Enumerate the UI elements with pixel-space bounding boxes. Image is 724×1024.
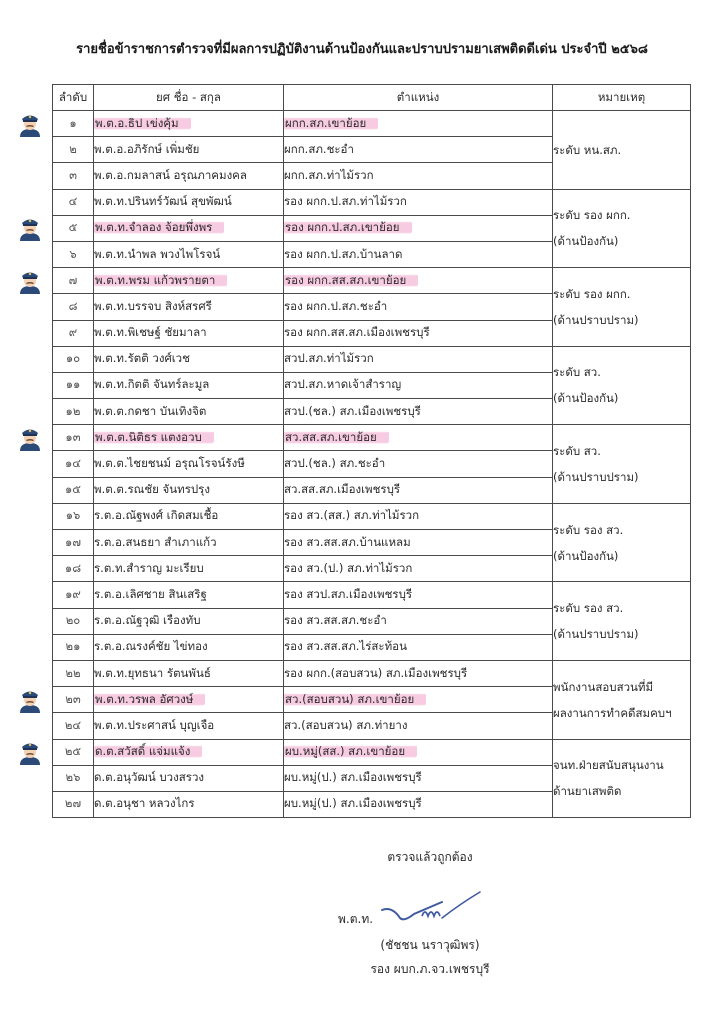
- remark-line-1: พนักงานสอบสวนที่มี: [553, 679, 654, 694]
- order-cell: ๒๔: [53, 713, 94, 739]
- remark-line-2: (ด้านป้องกัน): [553, 234, 619, 249]
- officer-position: สว.(สอบสวน) สภ.เขาย้อย: [284, 692, 426, 706]
- name-cell: [94, 608, 284, 634]
- name-cell: [94, 320, 284, 346]
- officer-position: รอง ผกก.ป.สภ.บ้านลาด: [284, 246, 403, 261]
- order-cell: ๔: [53, 189, 94, 215]
- order-cell: ๒: [53, 137, 94, 163]
- table-row: [53, 425, 691, 451]
- officer-position: รอง ผกก.ป.สภ.เขาย้อย: [284, 220, 412, 234]
- name-cell: [94, 660, 284, 686]
- remark-line-2: ด้านยาเสพติด: [553, 784, 622, 799]
- officer-position: ผบ.หมู่(สส.) สภ.เขาย้อย: [284, 744, 417, 758]
- remark-line-1: ระดับ สว.: [553, 444, 601, 459]
- signature-mark: [380, 880, 490, 930]
- order-cell: ๑๗: [53, 530, 94, 556]
- header-name: ยศ ชื่อ - สกุล: [94, 85, 284, 111]
- position-cell: [284, 294, 553, 320]
- officer-position: รอง ผกก.ป.สภ.ท่าไม้รวก: [284, 194, 407, 209]
- name-cell: [94, 268, 284, 294]
- table-row: [53, 582, 691, 608]
- officer-position: รอง สว.สส.สภ.ไร่สะท้อน: [284, 639, 407, 654]
- order-cell: ๑๖: [53, 503, 94, 529]
- signer-rank: พ.ต.ท.: [338, 912, 374, 926]
- order-cell: ๓: [53, 163, 94, 189]
- position-cell: [284, 111, 553, 137]
- officer-name: ด.ต.สวัสดิ์ แจ่มแจ้ง: [94, 744, 202, 758]
- table-row: [53, 111, 691, 137]
- position-cell: [284, 713, 553, 739]
- officer-position: สว.สส.สภ.เมืองเพชรบุรี: [284, 482, 401, 497]
- order-cell: ๘: [53, 294, 94, 320]
- order-cell: ๖: [53, 241, 94, 267]
- name-cell: [94, 241, 284, 267]
- officer-name: พ.ต.ท.กิตติ จันทร์ละมูล: [94, 377, 210, 392]
- order-cell: ๒๑: [53, 634, 94, 660]
- officer-name: ด.ต.อนุวัฒน์ บวงสรวง: [94, 770, 205, 785]
- officer-position: รอง สว.(ป.) สภ.ท่าไม้รวก: [284, 560, 413, 575]
- officer-position: สวป.สภ.ท่าไม้รวก: [284, 351, 374, 366]
- name-cell: [94, 530, 284, 556]
- order-cell: ๒๗: [53, 791, 94, 817]
- police-officer-icon: [16, 424, 44, 452]
- officer-position: ผบ.หมู่(ป.) สภ.เมืองเพชรบุรี: [284, 796, 422, 811]
- position-cell: [284, 451, 553, 477]
- officer-position: รอง สว.สส.สภ.บ้านแหลม: [284, 534, 411, 549]
- verified-label: ตรวจแล้วถูกต้อง: [387, 850, 473, 864]
- officer-position: รอง ผกก.ป.สภ.ชะอำ: [284, 298, 388, 313]
- order-cell: ๒๕: [53, 739, 94, 765]
- officer-name: ด.ต.อนุชา หลวงไกร: [94, 796, 195, 811]
- officer-name: พ.ต.ท.ยุทธนา รัตนพันธ์: [94, 665, 211, 680]
- remark-line-1: ระดับ รอง สว.: [553, 601, 624, 616]
- officer-name: พ.ต.ท.พิเชษฐ์ ชัยมาลา: [94, 325, 207, 340]
- position-cell: [284, 372, 553, 398]
- police-officer-icon: [16, 267, 44, 295]
- remark-cell: [553, 739, 691, 818]
- order-cell: ๒๓: [53, 687, 94, 713]
- remark-cell: [553, 346, 691, 425]
- officer-name: ร.ต.อ.ณรงค์ชัย ไข่ทอง: [94, 639, 208, 654]
- officer-name: พ.ต.ท.ประศาสน์ บุญเจือ: [94, 717, 215, 732]
- header-position: ตำแหน่ง: [284, 85, 553, 111]
- position-cell: [284, 320, 553, 346]
- name-cell: [94, 765, 284, 791]
- position-cell: [284, 189, 553, 215]
- remark-line-2: ผลงานการทำคดีสมคบฯ: [553, 705, 672, 720]
- table-row: [53, 189, 691, 215]
- position-cell: [284, 399, 553, 425]
- officer-position: ผกก.สภ.ชะอำ: [284, 141, 354, 156]
- officer-name: พ.ต.อ.กมลาสน์ อรุณภาคมงคล: [94, 167, 247, 182]
- officer-position: ผบ.หมู่(ป.) สภ.เมืองเพชรบุรี: [284, 770, 422, 785]
- position-cell: [284, 215, 553, 241]
- position-cell: [284, 241, 553, 267]
- table-row: [53, 268, 691, 294]
- officer-name: พ.ต.ท.บรรจบ สิงห์สรศรี: [94, 298, 212, 313]
- name-cell: [94, 294, 284, 320]
- order-cell: ๑๒: [53, 399, 94, 425]
- remark-line-1: ระดับ รอง ผกก.: [553, 208, 631, 223]
- name-cell: [94, 582, 284, 608]
- order-cell: ๑๙: [53, 582, 94, 608]
- order-cell: ๒๐: [53, 608, 94, 634]
- remark-line-1: ระดับ รอง ผกก.: [553, 286, 631, 301]
- police-officer-icon: [16, 214, 44, 242]
- officer-position: รอง ผกก.(สอบสวน) สภ.เมืองเพชรบุรี: [284, 665, 468, 680]
- remark-cell: [553, 268, 691, 347]
- header-remark: หมายเหตุ: [553, 85, 691, 111]
- table-row: [53, 739, 691, 765]
- order-cell: ๑๔: [53, 451, 94, 477]
- name-cell: [94, 477, 284, 503]
- name-cell: [94, 713, 284, 739]
- police-officer-icon: [16, 110, 44, 138]
- name-cell: [94, 634, 284, 660]
- name-cell: [94, 425, 284, 451]
- position-cell: [284, 634, 553, 660]
- order-cell: ๒๒: [53, 660, 94, 686]
- name-cell: [94, 451, 284, 477]
- awardee-table: [52, 84, 691, 818]
- officer-position: รอง สว.สส.สภ.ชะอำ: [284, 613, 387, 628]
- name-cell: [94, 137, 284, 163]
- name-cell: [94, 556, 284, 582]
- table-row: [53, 346, 691, 372]
- table-header-row: [53, 85, 691, 111]
- officer-name: ร.ต.อ.ณัฐพงศ์ เกิดสมเชื้อ: [94, 508, 219, 523]
- order-cell: ๑๑: [53, 372, 94, 398]
- officer-position: ผกก.สภ.เขาย้อย: [284, 116, 378, 130]
- position-cell: [284, 660, 553, 686]
- remark-line-2: (ด้านป้องกัน): [553, 391, 619, 406]
- order-cell: ๑๓: [53, 425, 94, 451]
- position-cell: [284, 137, 553, 163]
- position-cell: [284, 163, 553, 189]
- officer-position: ผกก.สภ.ท่าไม้รวก: [284, 167, 374, 182]
- remark-line-2: (ด้านปราบปราม): [553, 470, 639, 485]
- header-order: ลำดับ: [53, 85, 94, 111]
- remark-cell: [553, 189, 691, 268]
- remark-line-1: ระดับ หน.สภ.: [553, 142, 622, 157]
- officer-position: รอง ผกก.สส.สภ.เมืองเพชรบุรี: [284, 325, 430, 340]
- officer-name: ร.ต.ท.สำราญ มะเรียบ: [94, 560, 204, 575]
- name-cell: [94, 163, 284, 189]
- name-cell: [94, 189, 284, 215]
- table-row: [53, 503, 691, 529]
- police-officer-icon: [16, 686, 44, 714]
- remark-line-1: ระดับ สว.: [553, 365, 601, 380]
- officer-name: พ.ต.ท.จำลอง จ้อยพึ่งพร: [94, 220, 224, 234]
- officer-name: พ.ต.ต.นิติธร แตงอวบ: [94, 430, 214, 444]
- officer-position: รอง ผกก.สส.สภ.เขาย้อย: [284, 273, 418, 287]
- officer-position: รอง สวป.สภ.เมืองเพชรบุรี: [284, 586, 413, 601]
- remark-cell: [553, 111, 691, 190]
- officer-name: พ.ต.ท.ปรินทร์วัฒน์ สุขพัฒน์: [94, 194, 232, 209]
- order-cell: ๑๕: [53, 477, 94, 503]
- officer-position: สว.สส.สภ.เขาย้อย: [284, 430, 389, 444]
- order-cell: ๒๖: [53, 765, 94, 791]
- officer-position: สว.(สอบสวน) สภ.ท่ายาง: [284, 717, 408, 732]
- order-cell: ๑๘: [53, 556, 94, 582]
- signer-name: (ชัชชน นราวุฒิพร): [380, 938, 480, 952]
- officer-name: พ.ต.อ.ธิป เข่งคุ้ม: [94, 116, 191, 130]
- remark-line-1: จนท.ฝ่ายสนับสนุนงาน: [553, 758, 664, 773]
- name-cell: [94, 346, 284, 372]
- police-officer-icon: [16, 738, 44, 766]
- remark-cell: [553, 503, 691, 582]
- position-cell: [284, 582, 553, 608]
- position-cell: [284, 503, 553, 529]
- officer-name: ร.ต.อ.เลิศชาย สินเสริฐ: [94, 586, 207, 601]
- name-cell: [94, 503, 284, 529]
- officer-position: สวป.(ชล.) สภ.เมืองเพชรบุรี: [284, 403, 421, 418]
- position-cell: [284, 608, 553, 634]
- name-cell: [94, 687, 284, 713]
- position-cell: [284, 425, 553, 451]
- officer-position: รอง สว.(สส.) สภ.ท่าไม้รวก: [284, 508, 420, 523]
- position-cell: [284, 791, 553, 817]
- officer-position: สวป.สภ.หาดเจ้าสำราญ: [284, 377, 402, 392]
- officer-name: พ.ต.ท.วรพล อัศวงษ์: [94, 692, 205, 706]
- name-cell: [94, 111, 284, 137]
- position-cell: [284, 687, 553, 713]
- order-cell: ๑๐: [53, 346, 94, 372]
- document-title: รายชื่อข้าราชการตำรวจที่มีผลการปฏิบัติงานด้านป้องกันและปราบปรามยาเสพติดดีเด่น ประจำปี ๒๕๖๘: [76, 42, 648, 57]
- remark-cell: [553, 582, 691, 661]
- name-cell: [94, 372, 284, 398]
- officer-name: ร.ต.อ.สนธยา สำเภาแก้ว: [94, 534, 217, 549]
- remark-line-1: ระดับ รอง สว.: [553, 522, 624, 537]
- officer-name: พ.ต.ท.รัตติ วงศ์เวช: [94, 351, 190, 366]
- order-cell: ๙: [53, 320, 94, 346]
- remark-line-2: (ด้านปราบปราม): [553, 627, 639, 642]
- officer-name: พ.ต.อ.อภิรักษ์ เพิ่มชัย: [94, 141, 200, 156]
- signer-position: รอง ผบก.ภ.จว.เพชรบุรี: [370, 962, 490, 976]
- name-cell: [94, 399, 284, 425]
- name-cell: [94, 215, 284, 241]
- position-cell: [284, 268, 553, 294]
- officer-name: พ.ต.ท.นำพล พวงไพโรจน์: [94, 246, 221, 261]
- order-cell: ๕: [53, 215, 94, 241]
- officer-name: ร.ต.อ.ณัฐวุฒิ เรืองทับ: [94, 613, 201, 628]
- officer-name: พ.ต.ท.พรม แก้วพรายตา: [94, 273, 227, 287]
- officer-position: สวป.(ชล.) สภ.ชะอำ: [284, 456, 386, 471]
- remark-line-2: (ด้านปราบปราม): [553, 312, 639, 327]
- position-cell: [284, 556, 553, 582]
- remark-cell: [553, 660, 691, 739]
- position-cell: [284, 765, 553, 791]
- name-cell: [94, 739, 284, 765]
- position-cell: [284, 477, 553, 503]
- officer-name: พ.ต.ต.ไชยชนม์ อรุณโรจน์รังษี: [94, 456, 245, 471]
- officer-name: พ.ต.ต.กดชา บันเทิงจิต: [94, 403, 207, 418]
- officer-name: พ.ต.ต.รณชัย จันทรปรุง: [94, 482, 210, 497]
- name-cell: [94, 791, 284, 817]
- remark-cell: [553, 425, 691, 504]
- position-cell: [284, 739, 553, 765]
- position-cell: [284, 346, 553, 372]
- remark-line-2: (ด้านป้องกัน): [553, 548, 619, 563]
- position-cell: [284, 530, 553, 556]
- order-cell: ๑: [53, 111, 94, 137]
- order-cell: ๗: [53, 268, 94, 294]
- table-row: [53, 660, 691, 686]
